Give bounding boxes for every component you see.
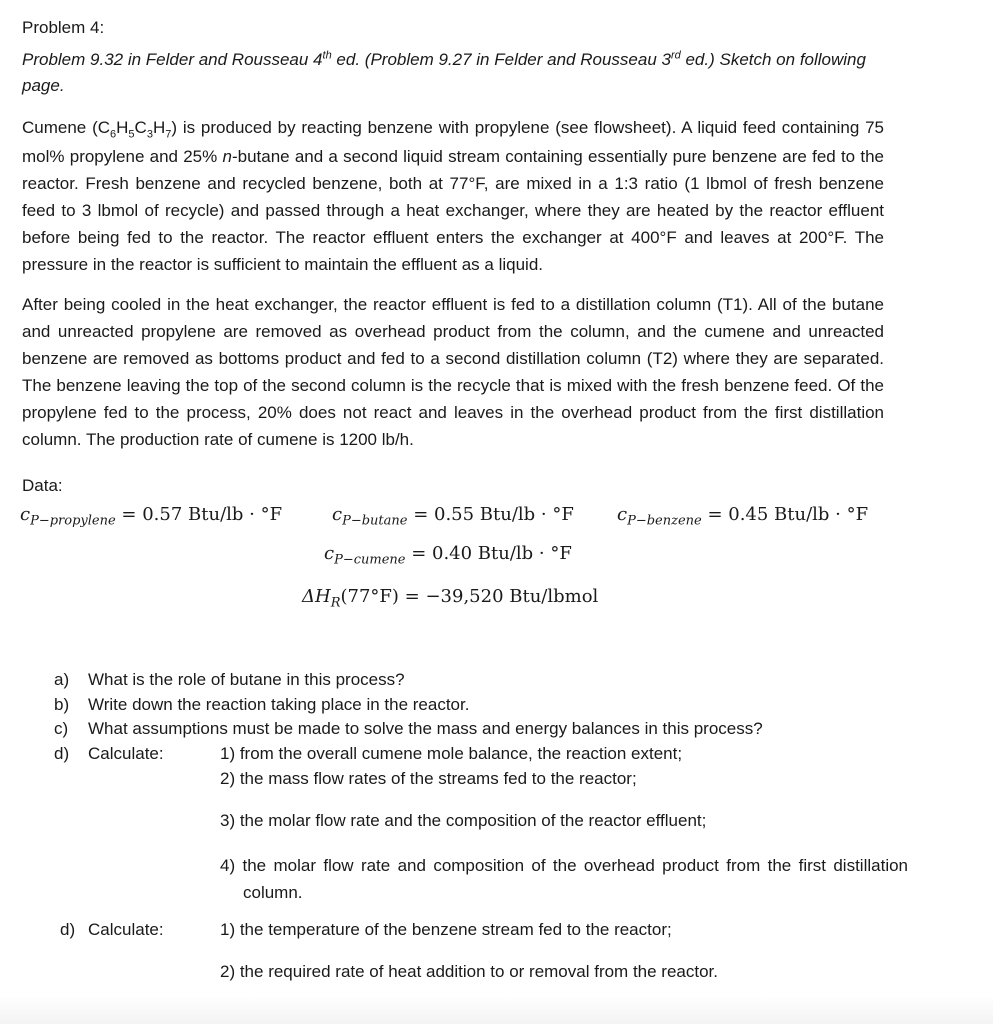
eq-symbol: c — [332, 504, 343, 525]
calc2-text: Calculate: — [88, 920, 164, 939]
eq-rhs: = 0.55 Btu/lb · °F — [407, 504, 574, 525]
subtitle-sup-2: rd — [670, 48, 681, 61]
p1-b: H — [116, 118, 129, 138]
p1-sub-4: 7 — [165, 128, 172, 141]
paragraph-cumene-description — [22, 115, 884, 278]
page-bottom-edge — [0, 996, 993, 1024]
eq-rhs: (77°F) = −39,520 Btu/lbmol — [340, 586, 599, 607]
calc-item-4: 4) the molar flow rate and composition of the overhead product from the first distillation column. — [220, 856, 908, 902]
eq-rhs: = 0.57 Btu/lb · °F — [115, 504, 283, 525]
p1-f: -butane and a second liquid stream containing essentially pure benzene are fed to the reactor. Fresh benzene and recycled benzene, both at 77°F, are mixed in a 1:3 ratio (1 lbmol of fresh benzene feed to 3 lbmol of recycle) and passed through a heat exchanger, where they are heated by the reactor effluent before being fed to the reactor. The reactor effluent enters the exchanger at 400°F and leaves at 200°F. The pressure in the reactor is sufficient to maintain the effluent as a liquid. — [22, 147, 884, 274]
question-d-label: d) — [54, 744, 70, 763]
eq-symbol: c — [324, 543, 335, 564]
question-c-label: c) — [54, 719, 69, 738]
question-a-text: What is the role of butane in this process? — [88, 670, 405, 689]
subtitle-sup-1: th — [322, 48, 332, 61]
p1-e: ) is produced by reacting benzene with propylene (see flowsheet). A liquid feed containing 75 mol% propylene and 25% — [22, 118, 884, 167]
eq-symbol: ΔH — [302, 586, 331, 607]
question-b-label: b) — [54, 695, 70, 714]
calc2-label: d) — [60, 920, 76, 939]
question-c-text: What assumptions must be made to solve the mass and energy balances in this process? — [88, 719, 763, 738]
problem-title: Problem 4: — [22, 18, 105, 37]
equation-cp-cumene — [324, 543, 572, 568]
eq-subscript: P−propylene — [30, 513, 116, 529]
question-b-text: Write down the reaction taking place in the reactor. — [88, 695, 470, 714]
eq-rhs: = 0.40 Btu/lb · °F — [405, 543, 572, 564]
p1-d: H — [152, 118, 166, 138]
equation-cp-propylene — [20, 504, 282, 529]
p1-a: Cumene (C — [22, 118, 111, 138]
eq-symbol: c — [617, 504, 628, 525]
calc-item-1: 1) from the overall cumene mole balance, the reaction extent; — [220, 744, 683, 763]
data-label: Data: — [22, 475, 63, 495]
eq-rhs: = 0.45 Btu/lb · °F — [701, 504, 869, 525]
eq-symbol: c — [20, 504, 31, 525]
subtitle-text-1: Problem 9.32 in Felder and Rousseau 4 — [22, 49, 323, 69]
calc-item-2: 2) the mass flow rates of the streams fed to the reactor; — [220, 769, 637, 788]
p1-c: C — [134, 118, 147, 138]
question-a-label: a) — [54, 670, 70, 689]
eq-subscript: R — [330, 595, 341, 611]
calc-item-3: 3) the molar flow rate and the composition of the reactor effluent; — [220, 811, 707, 830]
eq-subscript: P−benzene — [627, 513, 702, 529]
paragraph-distillation-description: After being cooled in the heat exchanger, the reactor effluent is fed to a distillation column (T1). All of the butane and unreacted propylene are removed as overhead product from the column, and the cumene and unreacted benzene are removed as bottoms product and fed to a second distillation column (T2) where they are separated. The benzene leaving the top of the second column is the recycle that is mixed with the fresh benzene feed. Of the propylene fed to the process, 20% does not react and leaves in the overhead product from the first distillation column. The production rate of cumene is 1200 lb/h. — [22, 295, 884, 449]
equation-cp-benzene — [617, 504, 868, 529]
calc2-item-2: 2) the required rate of heat addition to or removal from the reactor. — [220, 962, 718, 981]
calc2-item-1: 1) the temperature of the benzene stream fed to the reactor; — [220, 920, 672, 939]
subtitle-text-2: ed. (Problem 9.27 in Felder and Rousseau 3 — [331, 49, 671, 69]
p1-italic-n: n — [222, 147, 232, 167]
subtitle-text-3: ed.) Sketch on following page. — [22, 49, 866, 95]
problem-page — [22, 16, 884, 496]
p1-sub-2: 5 — [128, 128, 135, 141]
p1-sub-3: 3 — [146, 128, 153, 141]
eq-subscript: P−cumene — [334, 552, 406, 568]
equation-heat-of-reaction — [302, 586, 598, 611]
question-d-text: Calculate: — [88, 744, 164, 763]
eq-subscript: P−butane — [342, 513, 408, 529]
equation-cp-butane — [332, 504, 574, 529]
problem-subtitle — [22, 47, 884, 100]
p1-sub-1: 6 — [110, 128, 117, 141]
